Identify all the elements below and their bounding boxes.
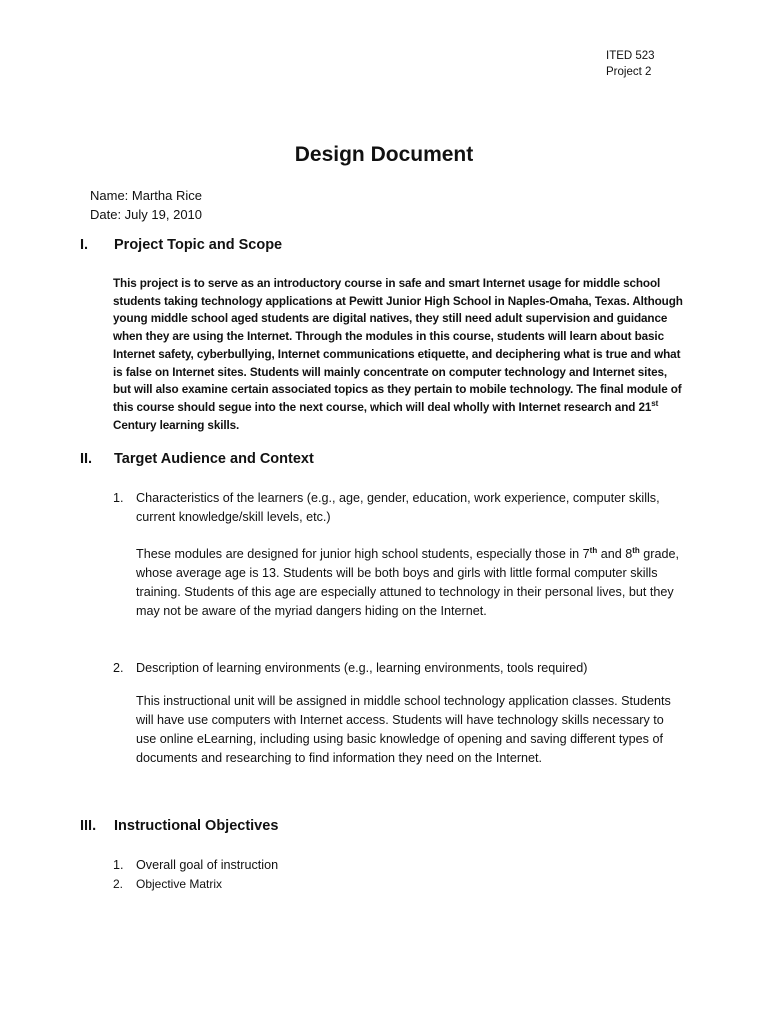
list-item-objective-matrix [113, 875, 688, 894]
list-number: 2. [113, 661, 124, 675]
section-numeral: I. [80, 237, 89, 253]
section-heading-topic-scope [80, 237, 282, 253]
section-heading-audience-context [80, 451, 314, 467]
list-number: 1. [113, 858, 124, 872]
author-info [90, 186, 202, 224]
project-number: Project 2 [606, 66, 652, 78]
body-text: Century learning skills. [113, 418, 240, 432]
list-text: Overall goal of instruction [136, 858, 279, 872]
author-name: Name: Martha Rice [90, 188, 202, 203]
section-numeral: II. [80, 451, 93, 467]
section-title: Target Audience and Context [114, 451, 314, 467]
superscript: th [589, 545, 598, 555]
list-item-learner-characteristics [113, 489, 688, 527]
paragraph-learner-description [136, 545, 681, 621]
list-text: Description of learning environments (e.g., learning environments, tools required) [136, 661, 588, 675]
superscript: st [651, 399, 659, 409]
section-heading-objectives [80, 818, 278, 834]
section-title: Instructional Objectives [114, 818, 279, 834]
list-number: 1. [113, 491, 124, 505]
course-code: ITED 523 [606, 50, 655, 62]
list-item-overall-goal [113, 856, 688, 875]
body-text: This project is to serve as an introductory course in safe and smart Internet usage for middle school students taking technology applications at Pewitt Junior High School in Naples-Omaha, Texas. Although young middle school aged students are digital natives, they still need adult supervision and guidance when they are using the Internet. Through the modules in this course, students will learn about basic Internet safety, cyberbullying, Internet communications etiquette, and deciphering what is true and what is false on Internet sites. Students will mainly concentrate on computer technology and Internet sites, but will also examine certain associated topics as they pertain to mobile technology. The final module of this course should segue into the next course, which will deal wholly with Internet research and 21 [113, 277, 683, 414]
document-date: Date: July 19, 2010 [90, 207, 203, 222]
section-numeral: III. [80, 818, 97, 834]
list-item-learning-environments [113, 659, 688, 678]
list-text: Objective Matrix [136, 877, 223, 891]
paragraph-environment-description: This instructional unit will be assigned in middle school technology application classes. Students will have use computers with Internet access. Students will have technology skills necessary to use online eLearning, including using basic knowledge of opening and saving different types of documents and researching to find information they need on the Internet. [136, 694, 671, 765]
superscript: th [632, 545, 640, 555]
body-text: These modules are designed for junior high school students, especially those in 7 [136, 547, 590, 561]
body-text: grade, whose average age is 13. Students will be both boys and girls with little formal computer skills training. Students of this age are especially attuned to technology in their personal lives, but they may not be aware of the myriad dangers hiding on the Internet. [136, 547, 680, 618]
section-body-topic-scope [113, 275, 688, 434]
page-title: Design Document [294, 143, 474, 166]
body-text: and 8 [597, 547, 633, 561]
section-title: Project Topic and Scope [114, 237, 283, 253]
list-number: 2. [113, 877, 124, 891]
list-text: Characteristics of the learners (e.g., age, gender, education, work experience, computer skills, current knowledge/skill levels, etc.) [136, 491, 660, 524]
course-header [606, 48, 655, 80]
